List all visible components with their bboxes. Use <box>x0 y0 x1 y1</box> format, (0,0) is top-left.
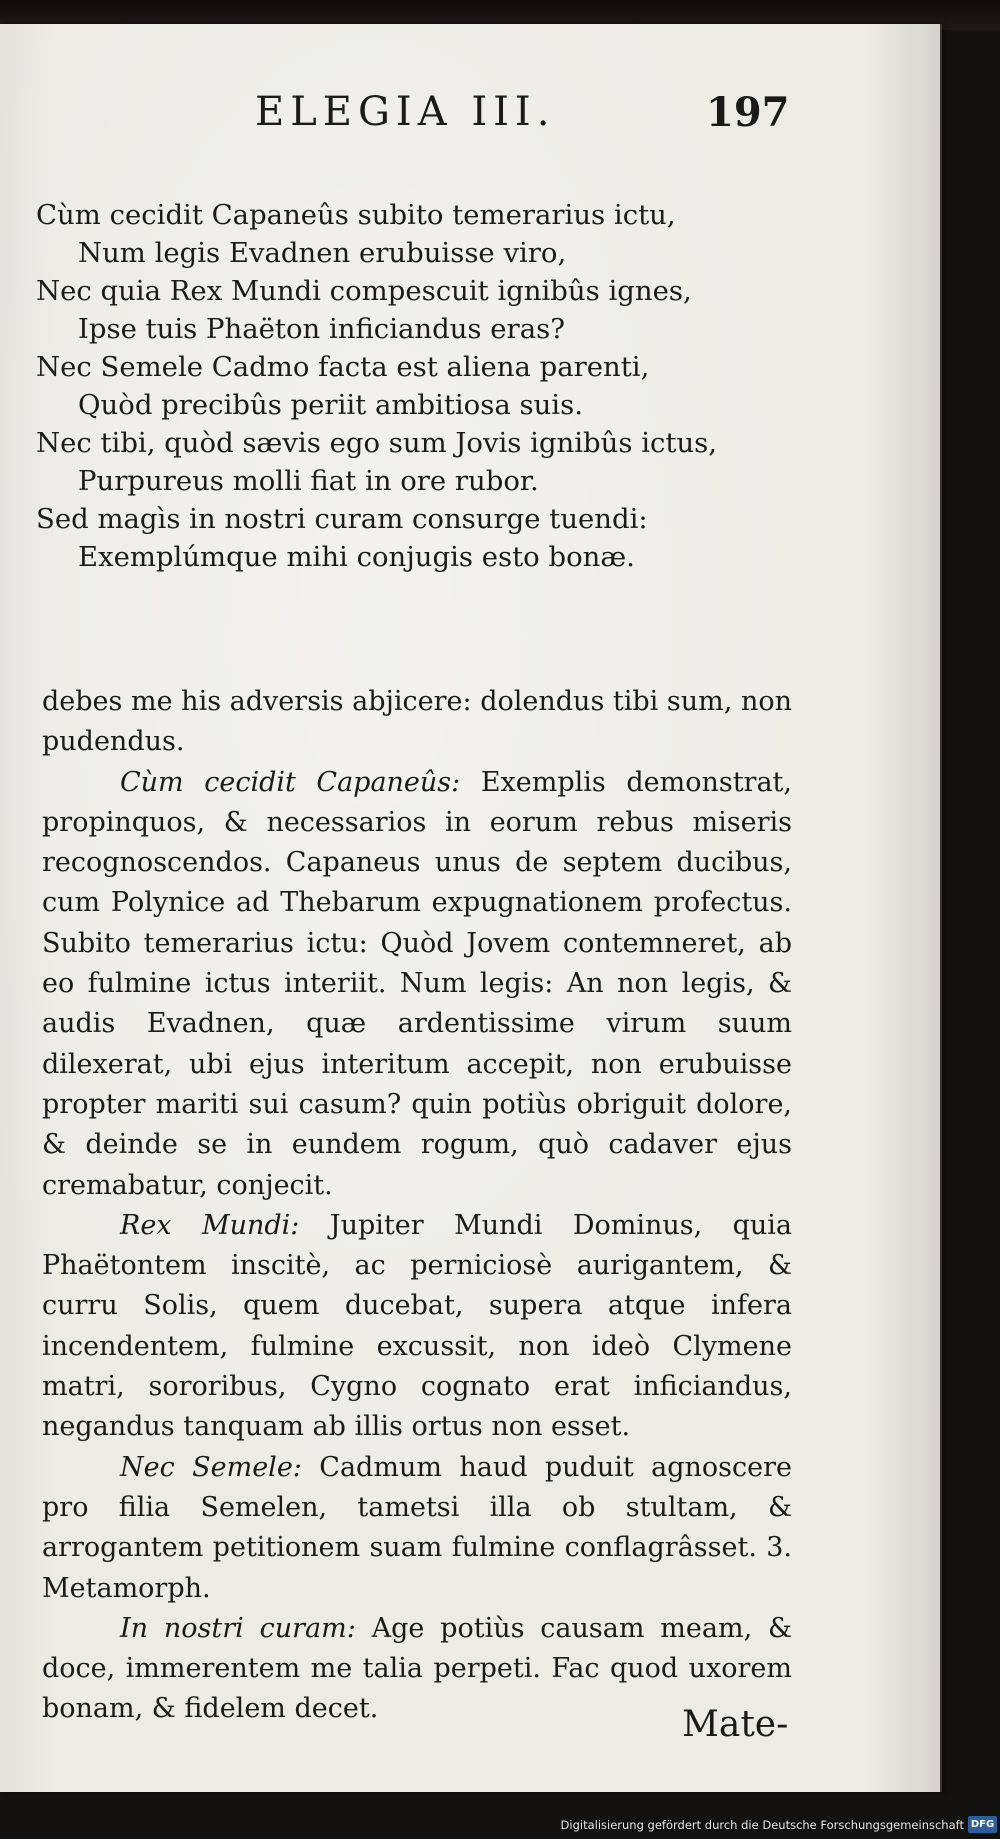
running-title: ELEGIA III. <box>255 89 556 135</box>
verse-line: Sed magìs in nostri curam consurge tuendi: <box>36 503 648 535</box>
verse-line: Ipse tuis Phaëton inficiandus eras? <box>78 313 565 345</box>
verse-line: Nec Semele Cadmo facta est aliena parenti, <box>36 351 650 383</box>
page-header <box>0 89 940 149</box>
book-page <box>0 24 942 1792</box>
commentary-lemma: Nec Semele: <box>120 1451 302 1483</box>
commentary-paragraph <box>42 1609 792 1730</box>
commentary-text: Cadmum haud puduit agnoscere pro filia Semelen, tametsi illa ob stultam, & arrogantem petitionem suam fulmine conflagrâsset. 3. Metamorph. <box>42 1451 792 1604</box>
verse-line: Quòd precibûs periit ambitiosa suis. <box>78 389 583 421</box>
verse-line: Nec quia Rex Mundi compescuit ignibûs ignes, <box>36 275 692 307</box>
commentary-paragraph <box>42 1448 792 1609</box>
verse-line: Nec tibi, quòd sævis ego sum Jovis ignibûs ictus, <box>36 427 718 459</box>
commentary-paragraph <box>42 682 792 763</box>
page-number: 197 <box>706 89 790 136</box>
commentary-paragraph <box>42 1206 792 1448</box>
commentary-text: Jupiter Mundi Dominus, quia Phaëtontem inscitè, ac perniciosè aurigantem, & curru Solis, quem ducebat, supera atque infera incendentem, fulmine excussit, non ideò Clymene matri, sororibus, Cygno cognato erat inficiandus, negandus tanquam ab illis ortus non esset. <box>42 1209 792 1443</box>
commentary-lemma: Rex Mundi: <box>120 1209 300 1241</box>
catchword: Mate- <box>682 1704 789 1745</box>
commentary-paragraph <box>42 763 792 1206</box>
verse-line: Num legis Evadnen erubuisse viro, <box>78 237 567 269</box>
verse-line: Cùm cecidit Capaneûs subito temerarius ictu, <box>36 199 676 231</box>
dfg-logo: DFG <box>968 1816 997 1833</box>
commentary-text: Exemplis demonstrat, propinquos, & necessarios in eorum rebus miseris recognoscendos. Capaneus unus de septem ducibus, cum Polynice ad Thebarum expugnationem profectus. Subito temerarius ictu: Quòd Jovem contemneret, ab eo fulmine ictus interiit. Num legis: An non legis, & audis Evadnen, quæ ardentissime virum suum dilexerat, ubi ejus interitum accepit, non erubuisse propter mariti sui casum? quin potiùs obriguit dolore, & deinde se in eundem rogum, quò cadaver ejus cremabatur, conjecit. <box>42 766 792 1201</box>
commentary-text: debes me his adversis abjicere: dolendus tibi sum, non pudendus. <box>42 686 792 758</box>
commentary-lemma: In nostri curam: <box>120 1612 356 1644</box>
verse-line: Exemplúmque mihi conjugis esto bonæ. <box>78 541 635 573</box>
commentary-block <box>42 682 792 1730</box>
commentary-lemma: Cùm cecidit Capaneûs: <box>120 766 461 798</box>
funding-credit: Digitalisierung gefördert durch die Deutsche Forschungsgemeinschaft <box>560 1818 964 1832</box>
commentary-text: Age potiùs causam meam, & doce, immerentem me talia perpeti. Fac quod uxorem bonam, & fidelem decet. <box>42 1612 793 1725</box>
digitization-footer <box>0 1812 1000 1839</box>
verse-line: Purpureus molli fiat in ore rubor. <box>78 465 539 497</box>
verse-block <box>36 196 856 576</box>
